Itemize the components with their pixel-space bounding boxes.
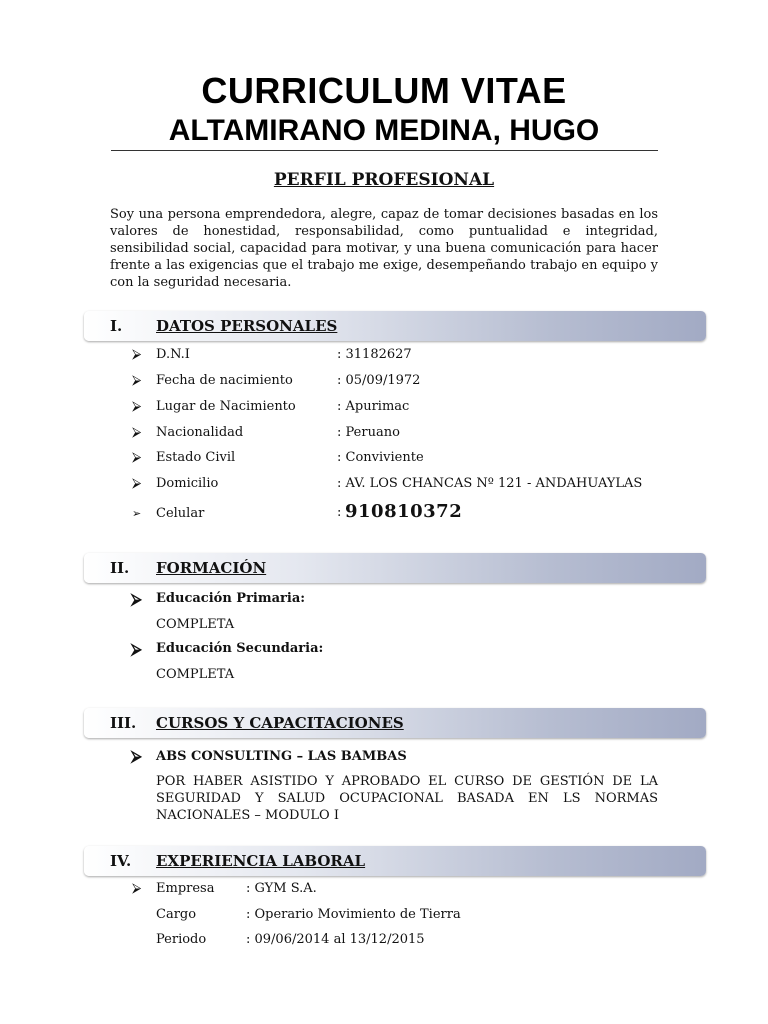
field-label: Estado Civil: [156, 450, 236, 465]
field-label: Lugar de Nacimiento: [156, 399, 296, 414]
section-header-personal: [84, 311, 706, 341]
field-value: : 31182627: [337, 347, 412, 362]
section-title: DATOS PERSONALES: [156, 317, 338, 335]
phone-number: 910810372: [345, 501, 463, 522]
arrow-bullet-icon: ⮚: [132, 373, 142, 388]
arrow-bullet-icon: ⮚: [132, 881, 142, 896]
field-label: Fecha de nacimiento: [156, 373, 293, 388]
arrow-bullet-icon: ⮚: [132, 450, 142, 465]
arrow-bullet-icon: ⮚: [131, 747, 142, 765]
field-label: Empresa: [156, 881, 215, 896]
section-title: EXPERIENCIA LABORAL: [156, 852, 366, 870]
section-number: II.: [110, 559, 130, 577]
education-heading: Educación Primaria:: [156, 591, 306, 606]
header-divider: [111, 150, 658, 151]
field-label: Celular: [156, 506, 205, 521]
profile-heading: PERFIL PROFESIONAL: [273, 170, 495, 190]
field-label: Periodo: [156, 932, 207, 947]
document-title: CURRICULUM VITAE: [201, 70, 567, 111]
course-detail: POR HABER ASISTIDO Y APROBADO EL CURSO DE GESTIÓN DE LA SEGURIDAD Y SALUD OCUPACIONAL BASADA EN LS NORMAS NACIONALES – MODULO I: [156, 774, 658, 823]
field-value: : Apurimac: [337, 399, 410, 414]
field-value: : 09/06/2014 al 13/12/2015: [246, 932, 425, 947]
field-label: Domicilio: [156, 476, 219, 491]
arrow-bullet-icon: ⮚: [132, 476, 142, 491]
section-number: IV.: [110, 852, 132, 870]
profile-text: Soy una persona emprendedora, alegre, capaz de tomar decisiones basadas en los valores de honestidad, responsabilidad, como puntualidad e integridad, sensibilidad social, capacidad para motivar, y una buena comunicación para hacer frente a las exigencias que el trabajo me exige, desempeñando trabajo en equipo y con la seguridad necesaria.: [110, 207, 658, 290]
field-value: : GYM S.A.: [246, 881, 317, 896]
section-header-education: [84, 553, 706, 583]
section-title: FORMACIÓN: [156, 559, 267, 577]
section-header-experience: [84, 846, 706, 876]
field-value: : Conviviente: [337, 450, 424, 465]
arrow-bullet-icon: ⮚: [132, 399, 142, 414]
section-header-courses: [84, 708, 706, 738]
arrow-bullet-icon: ⮚: [132, 425, 142, 440]
section-number: I.: [110, 317, 123, 335]
field-value: : Peruano: [337, 425, 400, 440]
education-heading: Educación Secundaria:: [156, 641, 324, 656]
education-detail: COMPLETA: [156, 617, 235, 632]
field-value: : Operario Movimiento de Tierra: [246, 907, 461, 922]
course-heading: ABS CONSULTING – LAS BAMBAS: [156, 749, 407, 764]
section-title: CURSOS Y CAPACITACIONES: [156, 714, 404, 732]
field-value: : AV. LOS CHANCAS Nº 121 - ANDAHUAYLAS: [337, 476, 643, 491]
arrow-bullet-icon: ➢: [132, 507, 142, 520]
field-label: Cargo: [156, 907, 197, 922]
field-value-prefix: :: [337, 505, 342, 520]
arrow-bullet-icon: ⮚: [132, 347, 142, 362]
field-label: Nacionalidad: [156, 425, 244, 440]
section-number: III.: [110, 714, 137, 732]
arrow-bullet-icon: ⮚: [131, 590, 142, 608]
education-detail: COMPLETA: [156, 667, 235, 682]
field-label: D.N.I: [156, 347, 190, 362]
arrow-bullet-icon: ⮚: [131, 640, 142, 658]
candidate-name: ALTAMIRANO MEDINA, HUGO: [168, 114, 600, 147]
field-value: : 05/09/1972: [337, 373, 421, 388]
